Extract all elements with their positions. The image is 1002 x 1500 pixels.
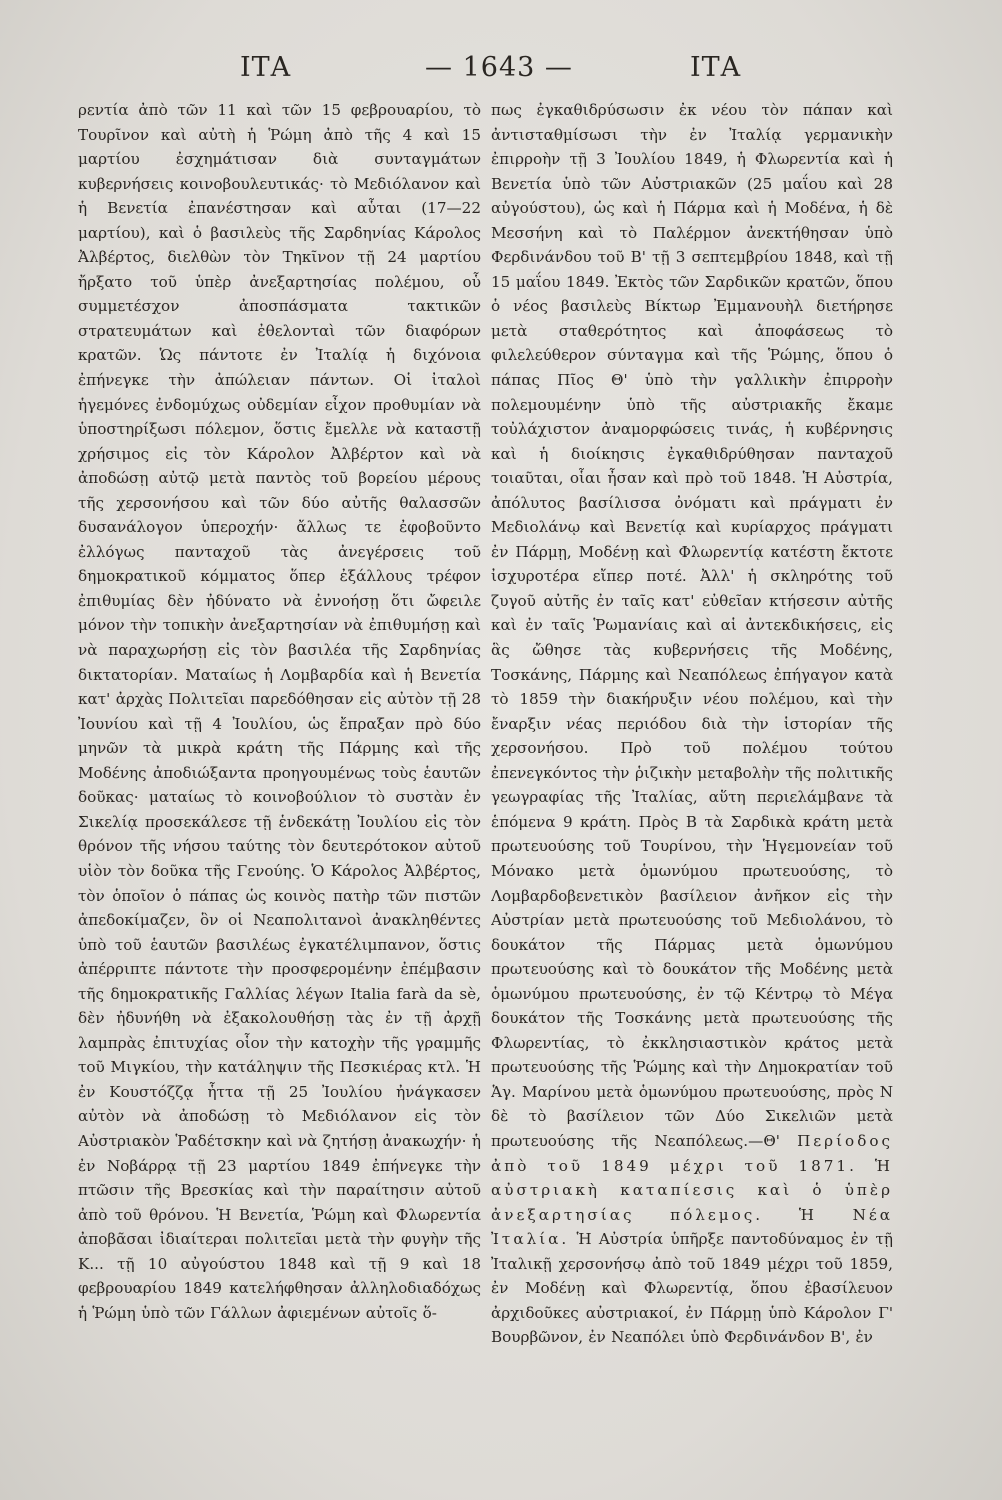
page-number: — 1643 — [425, 52, 573, 83]
header-left-keyword: ΙΤΑ [240, 52, 292, 83]
right-column [491, 98, 893, 1478]
left-column [78, 98, 481, 1478]
period-heading: Περίοδος ἀπὸ τοῦ 1849 μέχρι τοῦ 1871. Ἡ αὐστριακὴ καταπίεσις καὶ ὁ ὑπὲρ ἀνεξαρτησίας πόλεμος. Ἡ Νέα Ἰταλία. [491, 1131, 893, 1249]
right-column-text-b: Ἡ Αὐστρία ὑπῆρξε παντοδύναμος ἐν τῇ Ἰταλικῇ χερσονήσῳ ἀπὸ τοῦ 1849 μέχρι τοῦ 1859, ἐν Μοδένῃ καὶ Φλωρεντίᾳ, ὅπου ἐβασίλευον ἀρχιδοῦκες αὐστριακοί, ἐν Πάρμῃ ὑπὸ Κάρολον Γ' Βουρβῶνον, ἐν Νεαπόλει ὑπὸ Φερδινάνδον Β', ἐν [491, 1230, 893, 1347]
header-right-keyword: ΙΤΑ [690, 52, 742, 83]
page-header [0, 52, 1002, 92]
right-column-text [491, 98, 893, 1350]
left-column-text: ρεντία ἀπὸ τῶν 11 καὶ τῶν 15 φεβρουαρίου, τὸ Τουρῖνον καὶ αὐτὴ ἡ Ῥώμη ἀπὸ τῆς 4 καὶ 15 μαρτίου ἐσχημάτισαν διὰ συνταγμάτων κυβερνήσεις κοινοβουλευτικάς· τὸ Μεδιόλανον καὶ ἡ Βενετία ἐπανέστησαν καὶ αὗται (17—22 μαρτίου), καὶ ὁ βασιλεὺς τῆς Σαρδηνίας Κάρολος Ἀλβέρτος, διελθὼν τὸν Τηκῖνον τῇ 24 μαρτίου ἤρξατο τοῦ ὑπὲρ ἀνεξαρτησίας πολέμου, οὗ συμμετέσχον ἀποσπάσματα τακτικῶν στρατευμάτων καὶ ἐθελονταὶ τῶν διαφόρων κρατῶν. Ὡς πάντοτε ἐν Ἰταλίᾳ ἡ διχόνοια ἐπήνεγκε τὴν ἀπώλειαν πάντων. Οἱ ἰταλοὶ ἡγεμόνες ἐνδομύχως οὐδεμίαν εἶχον προθυμίαν νὰ ὑποστηρίξωσι πόλεμον, ὅστις ἔμελλε νὰ καταστῇ χρήσιμος εἰς τὸν Κάρολον Ἀλβέρτον καὶ νὰ ἀποδώσῃ αὐτῷ μετὰ παντὸς τοῦ βορείου μέρους τῆς χερσονήσου καὶ τῶν δύο αὐτῆς θαλασσῶν δυσανάλογον ὑπεροχήν· ἄλλως τε ἐφοβοῦντο ἐλλόγως πανταχοῦ τὰς ἀνεγέρσεις τοῦ δημοκρατικοῦ κόμματος ὅπερ ἐξάλλους τρέφον ἐπιθυμίας δὲν ἠδύνατο νὰ ἐννοήσῃ ὅτι ὤφειλε μόνον τὴν τοπικὴν ἀνεξαρτησίαν νὰ ἐπιθυμήσῃ καὶ νὰ παραχωρήσῃ εἰς τὸν βασιλέα τῆς Σαρδηνίας δικτατορίαν. Ματαίως ἡ Λομβαρδία καὶ ἡ Βενετία κατ' ἀρχὰς Πολιτεῖαι παρεδόθησαν εἰς αὐτὸν τῇ 28 Ἰουνίου καὶ τῇ 4 Ἰουλίου, ὡς ἔπραξαν πρὸ δύο μηνῶν τὰ μικρὰ κράτη τῆς Πάρμης καὶ τῆς Μοδένης ἀποδιώξαντα προηγουμένως τοὺς ἑαυτῶν δοῦκας· ματαίως τὸ κοινοβούλιον τὸ συστὰν ἐν Σικελίᾳ προσεκάλεσε τῇ ἑνδεκάτῃ Ἰουλίου εἰς τὸν θρόνον τῆς νήσου ταύτης τὸν δευτερότοκον αὐτοῦ υἱὸν τὸν δοῦκα τῆς Γενούης. Ὁ Κάρολος Ἀλβέρτος, τὸν ὁποῖον ὁ πάπας ὡς κοινὸς πατὴρ τῶν πιστῶν ἀπεδοκίμαζεν, ὃν οἱ Νεαπολιτανοὶ ἀνακληθέντες ὑπὸ τοῦ ἑαυτῶν βασιλέως ἐγκατέλιμπανον, ὅστις ἀπέρριπτε πάντοτε τὴν προσφερομένην ἐπέμβασιν τῆς δημοκρατικῆς Γαλλίας λέγων Italia farà da sè, δὲν ἠδυνήθη νὰ ἐξακολουθήσῃ τὰς ἐν τῇ ἀρχῇ λαμπρὰς ἐπιτυχίας οἷον τὴν κατοχὴν τῆς γραμμῆς τοῦ Μιγκίου, τὴν κατάληψιν τῆς Πεσκιέρας κτλ. Ἡ ἐν Κουστόζζᾳ ἧττα τῇ 25 Ἰουλίου ἠνάγκασεν αὐτὸν νὰ ἀποδώσῃ τὸ Μεδιόλανον εἰς τὸν Αὐστριακὸν Ῥαδέτσκην καὶ νὰ ζητήσῃ ἀνακωχήν· ἡ ἐν Νοβάρρᾳ τῇ 23 μαρτίου 1849 ἐπήνεγκε τὴν πτῶσιν τῆς Βρεσκίας καὶ τὴν παραίτησιν αὐτοῦ ἀπὸ τοῦ θρόνου. Ἡ Βενετία, Ῥώμη καὶ Φλωρεντία ἀποβᾶσαι ἰδιαίτεραι πολιτεῖαι μετὰ τὴν φυγὴν τῆς Κ... τῇ 10 αὐγούστου 1848 καὶ τῇ 9 καὶ 18 φεβρουαρίου 1849 κατελήφθησαν ἀλληλοδιαδόχως ἡ Ῥώμη ὑπὸ τῶν Γάλλων ἀφιεμένων αὐτοῖς ὅ- [78, 101, 481, 1322]
right-column-text-a: πως ἐγκαθιδρύσωσιν ἐκ νέου τὸν πάπαν καὶ ἀντισταθμίσωσι τὴν ἐν Ἰταλίᾳ γερμανικὴν ἐπιρροὴν τῇ 3 Ἰουλίου 1849, ἡ Φλωρεντία καὶ ἡ Βενετία ὑπὸ τῶν Αὐστριακῶν (25 μαΐου καὶ 28 αὐγούστου), ὡς καὶ ἡ Πάρμα καὶ ἡ Μοδένα, ἡ δὲ Μεσσήνη καὶ τὸ Παλέρμον ἀνεκτήθησαν ὑπὸ Φερδινάνδου τοῦ Β' τῇ 3 σεπτεμβρίου 1848, καὶ τῇ 15 μαΐου 1849. Ἐκτὸς τῶν Σαρδικῶν κρατῶν, ὅπου ὁ νέος βασιλεὺς Βίκτωρ Ἐμμανουὴλ διετήρησε μετὰ σταθερότητος καὶ ἀποφάσεως τὸ φιλελεύθερον σύνταγμα καὶ τῆς Ῥώμης, ὅπου ὁ πάπας Πῖος Θ' ὑπὸ τὴν γαλλικὴν ἐπιρροὴν πολεμουμένην ὑπὸ τῆς αὐστριακῆς ἔκαμε τοὐλάχιστον ἀναμορφώσεις τινάς, ἡ κυβέρνησις καὶ ἡ διοίκησις ἐγκαθιδρύθησαν πανταχοῦ τοιαῦται, οἷαι ἦσαν καὶ πρὸ τοῦ 1848. Ἡ Αὐστρία, ἀπόλυτος βασίλισσα ὀνόματι καὶ πράγματι ἐν Μεδιολάνῳ καὶ Βενετίᾳ καὶ κυρίαρχος πράγματι ἐν Πάρμῃ, Μοδένῃ καὶ Φλωρεντίᾳ κατέστη ἔκτοτε ἰσχυροτέρα εἴπερ ποτέ. Ἀλλ' ἡ σκληρότης τοῦ ζυγοῦ αὐτῆς ἐν ταῖς κατ' εὐθεῖαν κτήσεσιν αὐτῆς καὶ ἐν ταῖς Ῥωμανίαις καὶ αἱ ἀντεκδικήσεις, εἰς ἃς ὤθησε τὰς κυβερνήσεις τῆς Μοδένης, Τοσκάνης, Πάρμης καὶ Νεαπόλεως ἐπήγαγον κατὰ τὸ 1859 τὴν διακήρυξιν νέου πολέμου, καὶ τὴν ἔναρξιν νέας περιόδου διὰ τὴν ἱστορίαν τῆς χερσονήσου. Πρὸ τοῦ πολέμου τούτου ἐπενεγκόντος τὴν ῥιζικὴν μεταβολὴν τῆς πολιτικῆς γεωγραφίας τῆς Ἰταλίας, αὕτη περιελάμβανε τὰ ἑπόμενα 9 κράτη. Πρὸς Β τὰ Σαρδικὰ κράτη μετὰ πρωτευούσης τοῦ Τουρίνου, τὴν Ἡγεμονείαν τοῦ Μόνακο μετὰ ὁμωνύμου πρωτευούσης, τὸ Λομβαρδοβενετικὸν βασίλειον ἀνῆκον εἰς τὴν Αὐστρίαν μετὰ πρωτευούσης τοῦ Μεδιολάνου, τὸ δουκάτον τῆς Πάρμας μετὰ ὁμωνύμου πρωτευούσης καὶ τὸ δουκάτον τῆς Μοδένης μετὰ ὁμωνύμου πρωτευούσης, ἐν τῷ Κέντρῳ τὸ Μέγα δουκάτον τῆς Τοσκάνης μετὰ πρωτευούσης τῆς Φλωρεντίας, τὸ ἐκκλησιαστικὸν κράτος μετὰ πρωτευούσης τῆς Ῥώμης καὶ τὴν Δημοκρατίαν τοῦ Ἁγ. Μαρίνου μετὰ ὁμωνύμου πρωτευούσης, πρὸς Ν δὲ τὸ βασίλειον τῶν Δύο Σικελιῶν μετὰ πρωτευούσης τῆς Νεαπόλεως.—Θ' [491, 101, 893, 1150]
